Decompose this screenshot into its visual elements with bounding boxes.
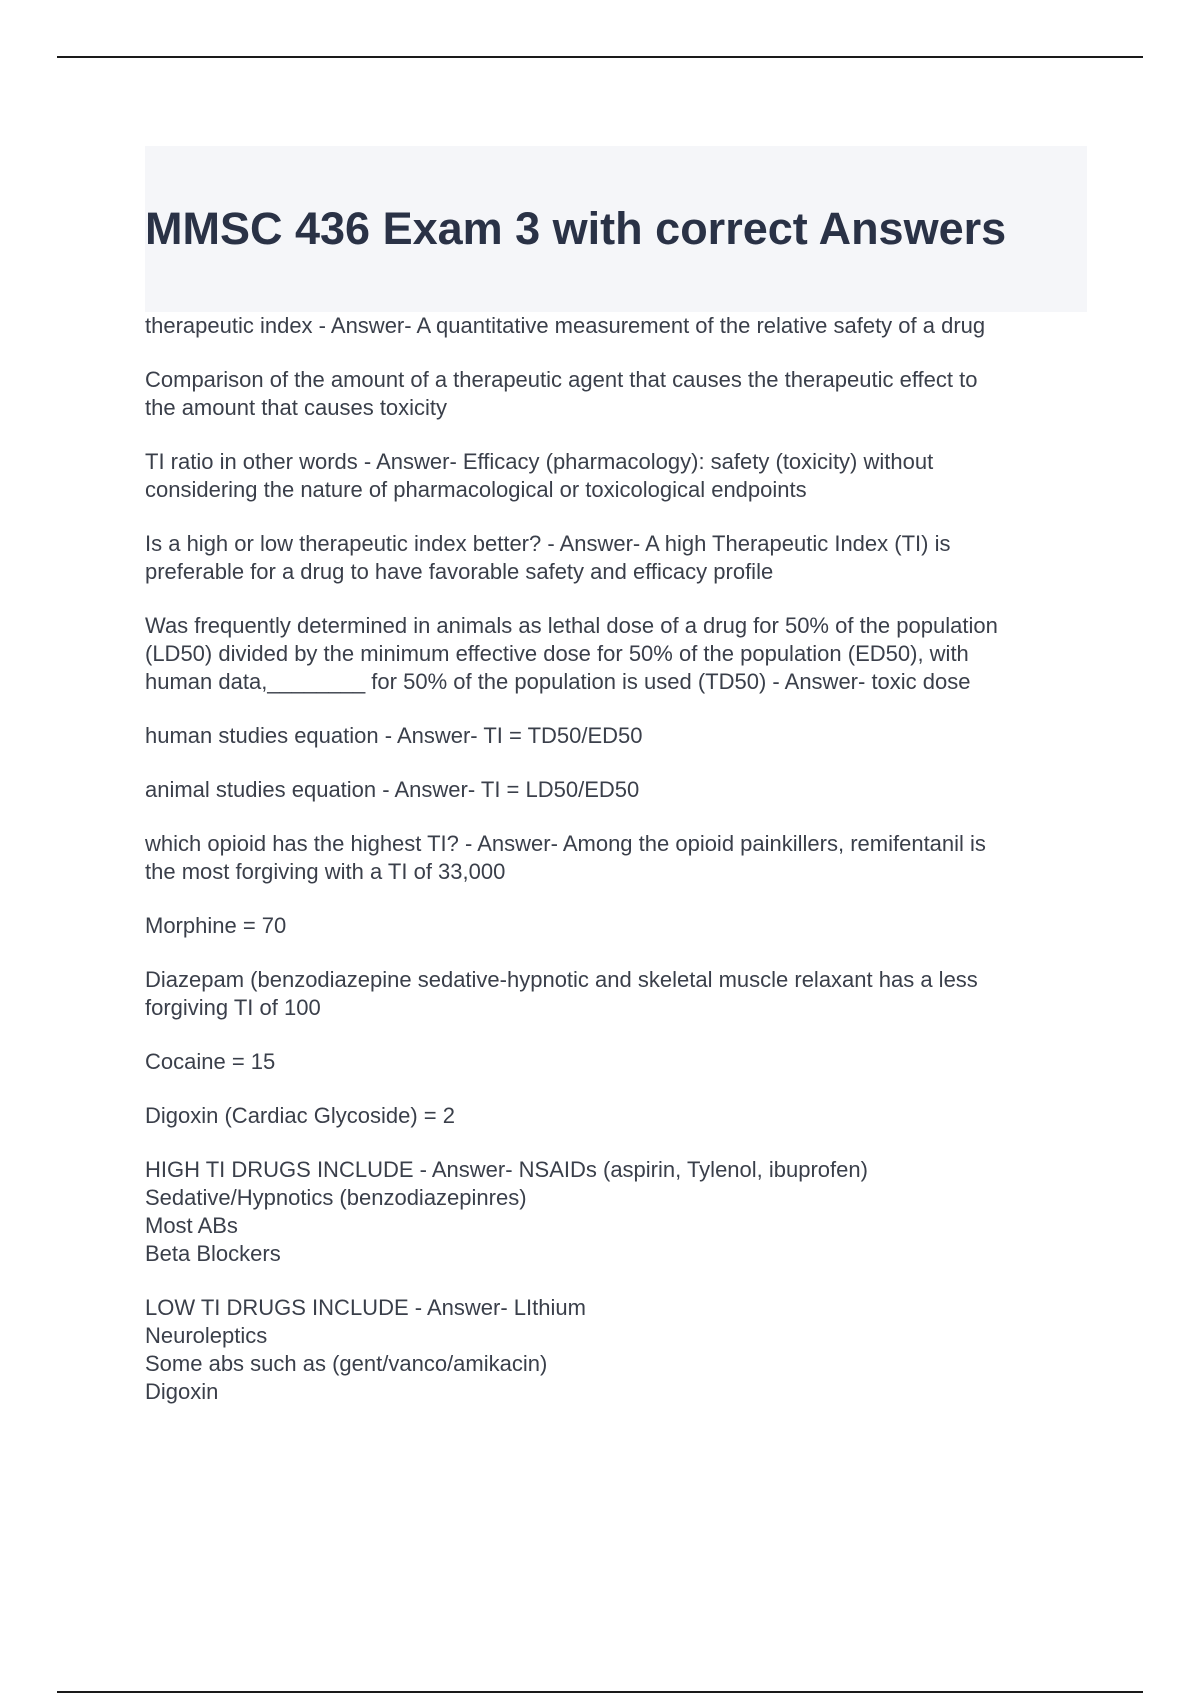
entry-line: HIGH TI DRUGS INCLUDE - Answer- NSAIDs (aspirin, Tylenol, ibuprofen) [145, 1157, 868, 1182]
entry-line: human studies equation - Answer- TI = TD50/ED50 [145, 723, 643, 748]
entry-line: TI ratio in other words - Answer- Efficacy (pharmacology): safety (toxicity) without [145, 449, 934, 474]
qa-entry [145, 966, 1087, 1022]
qa-entry [145, 830, 1087, 886]
qa-entry [145, 448, 1087, 504]
qa-entry [145, 366, 1087, 422]
entry-line: human data,________ for 50% of the population is used (TD50) - Answer- toxic dose [145, 669, 971, 694]
entry-line: therapeutic index - Answer- A quantitative measurement of the relative safety of a drug [145, 313, 986, 338]
entry-line: (LD50) divided by the minimum effective dose for 50% of the population (ED50), with [145, 641, 969, 666]
qa-entry [145, 776, 1087, 804]
entry-line: which opioid has the highest TI? - Answer- Among the opioid painkillers, remifentanil is [145, 831, 986, 856]
entry-line: Morphine = 70 [145, 913, 287, 938]
qa-entry [145, 1156, 1087, 1268]
qa-entry [145, 1102, 1087, 1130]
entry-line: the most forgiving with a TI of 33,000 [145, 859, 506, 884]
bottom-rule [57, 1691, 1143, 1693]
entry-line: Most ABs [145, 1213, 238, 1238]
qa-entry [145, 722, 1087, 750]
qa-entry [145, 312, 1087, 340]
entry-line: Beta Blockers [145, 1241, 281, 1266]
entry-line: Cocaine = 15 [145, 1049, 276, 1074]
entry-line: Neuroleptics [145, 1323, 268, 1348]
title-band [145, 146, 1087, 312]
qa-entry [145, 530, 1087, 586]
qa-entry [145, 1294, 1087, 1406]
entry-line: Digoxin (Cardiac Glycoside) = 2 [145, 1103, 455, 1128]
entry-line: the amount that causes toxicity [145, 395, 448, 420]
entry-line: preferable for a drug to have favorable safety and efficacy profile [145, 559, 774, 584]
entry-line: Is a high or low therapeutic index better? - Answer- A high Therapeutic Index (TI) is [145, 531, 951, 556]
entry-line: Sedative/Hypnotics (benzodiazepinres) [145, 1185, 527, 1210]
qa-entry [145, 1048, 1087, 1076]
document-title: MMSC 436 Exam 3 with correct Answers [145, 203, 1007, 254]
qa-entry [145, 912, 1087, 940]
entry-line: Digoxin [145, 1379, 219, 1404]
entry-line: animal studies equation - Answer- TI = LD50/ED50 [145, 777, 640, 802]
entry-line: Comparison of the amount of a therapeutic agent that causes the therapeutic effect to [145, 367, 978, 392]
document-body [145, 312, 1087, 1432]
entry-line: considering the nature of pharmacological or toxicological endpoints [145, 477, 807, 502]
qa-entry [145, 612, 1087, 696]
entry-line: forgiving TI of 100 [145, 995, 321, 1020]
entry-line: LOW TI DRUGS INCLUDE - Answer- LIthium [145, 1295, 586, 1320]
entry-line: Some abs such as (gent/vanco/amikacin) [145, 1351, 548, 1376]
top-rule [57, 56, 1143, 58]
entry-line: Diazepam (benzodiazepine sedative-hypnotic and skeletal muscle relaxant has a less [145, 967, 978, 992]
entry-line: Was frequently determined in animals as lethal dose of a drug for 50% of the population [145, 613, 998, 638]
